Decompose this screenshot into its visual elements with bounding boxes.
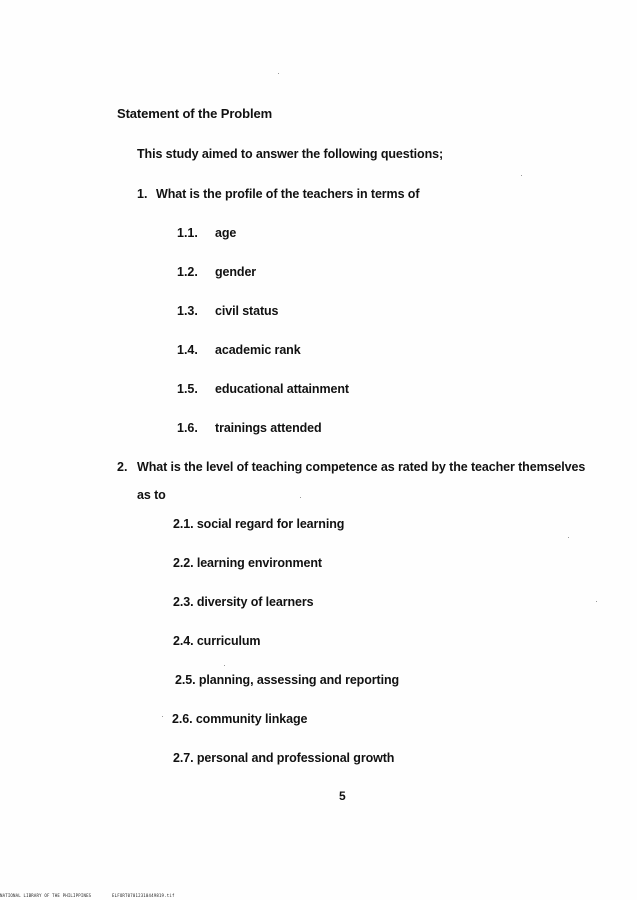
q1-item-number: 1.3. — [177, 304, 198, 318]
question-1-text: What is the profile of the teachers in terms of — [156, 187, 420, 201]
scan-speck — [300, 497, 301, 498]
q1-item-number: 1.6. — [177, 421, 198, 435]
q2-item: 2.1. social regard for learning — [173, 517, 345, 531]
q1-item-text: age — [215, 226, 237, 240]
page-number: 5 — [339, 789, 346, 803]
question-2-text-line1: What is the level of teaching competence as rated by the teacher themselves — [137, 460, 586, 474]
q2-item: 2.6. community linkage — [172, 712, 308, 726]
question-1-number: 1. — [137, 187, 148, 201]
scan-speck — [521, 175, 522, 176]
q1-item-text: academic rank — [215, 343, 301, 357]
q2-item: 2.5. planning, assessing and reporting — [175, 673, 400, 687]
intro-text: This study aimed to answer the following questions; — [137, 147, 444, 161]
q1-item-text: civil status — [215, 304, 279, 318]
q1-item-text: educational attainment — [215, 382, 349, 396]
scan-speck — [278, 73, 279, 74]
question-2-number: 2. — [117, 460, 128, 474]
scan-footer-library: NATIONAL LIBRARY OF THE PHILIPPINES — [0, 893, 92, 898]
q2-item: 2.3. diversity of learners — [173, 595, 314, 609]
q2-item: 2.7. personal and professional growth — [173, 751, 395, 765]
scan-speck — [162, 716, 163, 717]
q2-item: 2.4. curriculum — [173, 634, 261, 648]
q1-item-text: gender — [215, 265, 257, 279]
scan-speck — [568, 537, 569, 538]
scan-speck — [596, 601, 597, 602]
q2-item: 2.2. learning environment — [173, 556, 322, 570]
scan-speck — [224, 665, 225, 666]
question-2-text-line2: as to — [137, 488, 166, 502]
q1-item-number: 1.5. — [177, 382, 198, 396]
q1-item-text: trainings attended — [215, 421, 322, 435]
scan-footer-filename: ELFORT07012310449819.tif — [112, 893, 175, 898]
q1-item-number: 1.2. — [177, 265, 198, 279]
section-heading: Statement of the Problem — [117, 106, 273, 121]
q1-item-number: 1.1. — [177, 226, 198, 240]
q1-item-number: 1.4. — [177, 343, 198, 357]
